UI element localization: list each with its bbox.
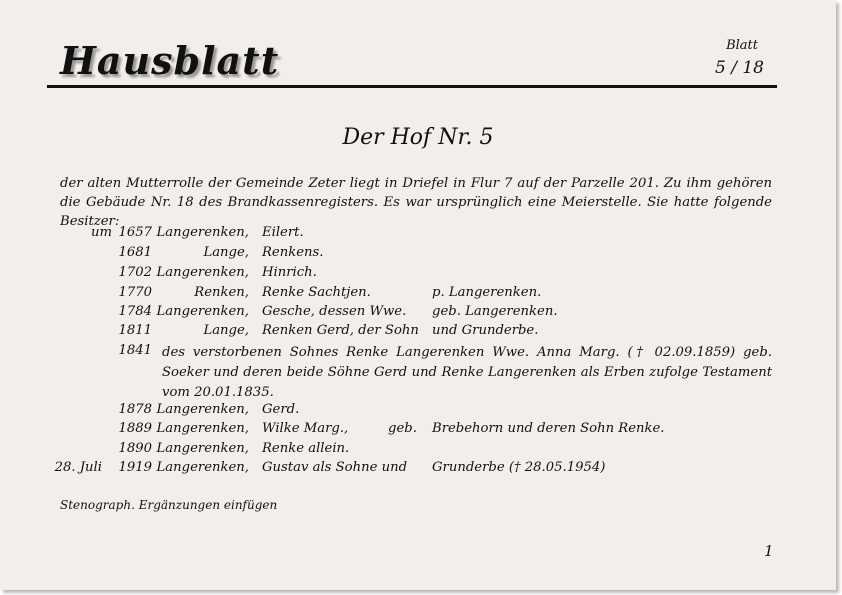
owner-given-name: Wilke Marg., bbox=[262, 421, 349, 436]
owner-extra: Grunderbe († 28.05.1954) bbox=[432, 460, 606, 475]
sheet-number: 5 / 18 bbox=[715, 58, 764, 78]
owner-prefix: um bbox=[91, 225, 112, 240]
owner-surname: Langerenken, bbox=[156, 402, 249, 417]
owner-given-name: Gesche, dessen Wwe. bbox=[262, 304, 407, 319]
owner-row bbox=[0, 265, 836, 285]
sheet-label: Blatt bbox=[726, 38, 758, 53]
owner-given-name: Renke Sachtjen. bbox=[262, 285, 371, 300]
owner-year: 1889 bbox=[118, 421, 152, 436]
owner-row bbox=[0, 460, 836, 480]
owner-row bbox=[0, 323, 836, 343]
owner-extra: Brebehorn und deren Sohn Renke. bbox=[432, 421, 665, 436]
owner-surname: Lange, bbox=[203, 323, 249, 338]
owner-year: 1657 bbox=[118, 225, 152, 240]
owner-year: 1681 bbox=[118, 245, 152, 260]
owner-surname: Renken, bbox=[194, 285, 249, 300]
owner-surname: Langerenken, bbox=[156, 265, 249, 280]
header-rule bbox=[47, 85, 777, 88]
footnote: Stenograph. Ergänzungen einfügen bbox=[60, 498, 278, 512]
owner-surname: Langerenken, bbox=[156, 441, 249, 456]
owner-row bbox=[0, 441, 836, 461]
owner-surname: Langerenken, bbox=[156, 225, 249, 240]
owner-given-name: Gustav als Sohne und bbox=[262, 460, 408, 475]
owner-extra: und Grunderbe. bbox=[432, 323, 539, 338]
owner-surname: Langerenken, bbox=[156, 421, 249, 436]
owner-surname: Langerenken, bbox=[156, 304, 249, 319]
owner-row bbox=[0, 402, 836, 422]
document-title: Hausblatt bbox=[60, 38, 280, 83]
owner-year: 1919 bbox=[118, 460, 152, 475]
farm-heading: Der Hof Nr. 5 bbox=[342, 125, 494, 150]
owner-long-entry: des verstorbenen Sohnes Renke Langerenken Wwe. Anna Marg. († 02.09.1859) geb. Soeker und deren beide Söhne Gerd und Renke Langerenken als Erben zufolge Testament vom 20.01.1835. bbox=[162, 345, 772, 400]
owner-row bbox=[0, 225, 836, 245]
owner-given-name: Renkens. bbox=[262, 245, 324, 260]
owner-row bbox=[0, 421, 836, 441]
owner-year: 1784 bbox=[118, 304, 152, 319]
owner-surname: Langerenken, bbox=[156, 460, 249, 475]
owner-year: 1702 bbox=[118, 265, 152, 280]
owner-prefix: 28. Juli bbox=[54, 460, 102, 475]
owner-row bbox=[0, 304, 836, 324]
page-number: 1 bbox=[764, 542, 774, 560]
owner-extra: geb. Langerenken. bbox=[432, 304, 558, 319]
owner-year: 1878 bbox=[118, 402, 152, 417]
owner-year: 1770 bbox=[118, 285, 152, 300]
owner-row bbox=[0, 245, 836, 265]
owner-given-name: Renke allein. bbox=[262, 441, 350, 456]
intro-paragraph: der alten Mutterrolle der Gemeinde Zeter liegt in Driefel in Flur 7 auf der Parzelle 201. Zu ihm gehören die Gebäude Nr. 18 des Brandkassenregisters. Es war ursprünglich eine Meierstelle. Sie hatte folgende Besitzer: bbox=[60, 176, 772, 229]
owner-year: 1890 bbox=[118, 441, 152, 456]
owner-geb: geb. bbox=[388, 421, 417, 436]
owner-given-name: Renken Gerd, der Sohn bbox=[262, 323, 419, 338]
owner-given-name: Hinrich. bbox=[262, 265, 317, 280]
owner-given-name: Eilert. bbox=[262, 225, 304, 240]
owner-given-name: Gerd. bbox=[262, 402, 300, 417]
owner-extra: p. Langerenken. bbox=[432, 285, 542, 300]
owner-surname: Lange, bbox=[203, 245, 249, 260]
owner-row bbox=[0, 285, 836, 305]
owner-year: 1841 bbox=[118, 343, 152, 358]
owner-year: 1811 bbox=[118, 323, 152, 338]
